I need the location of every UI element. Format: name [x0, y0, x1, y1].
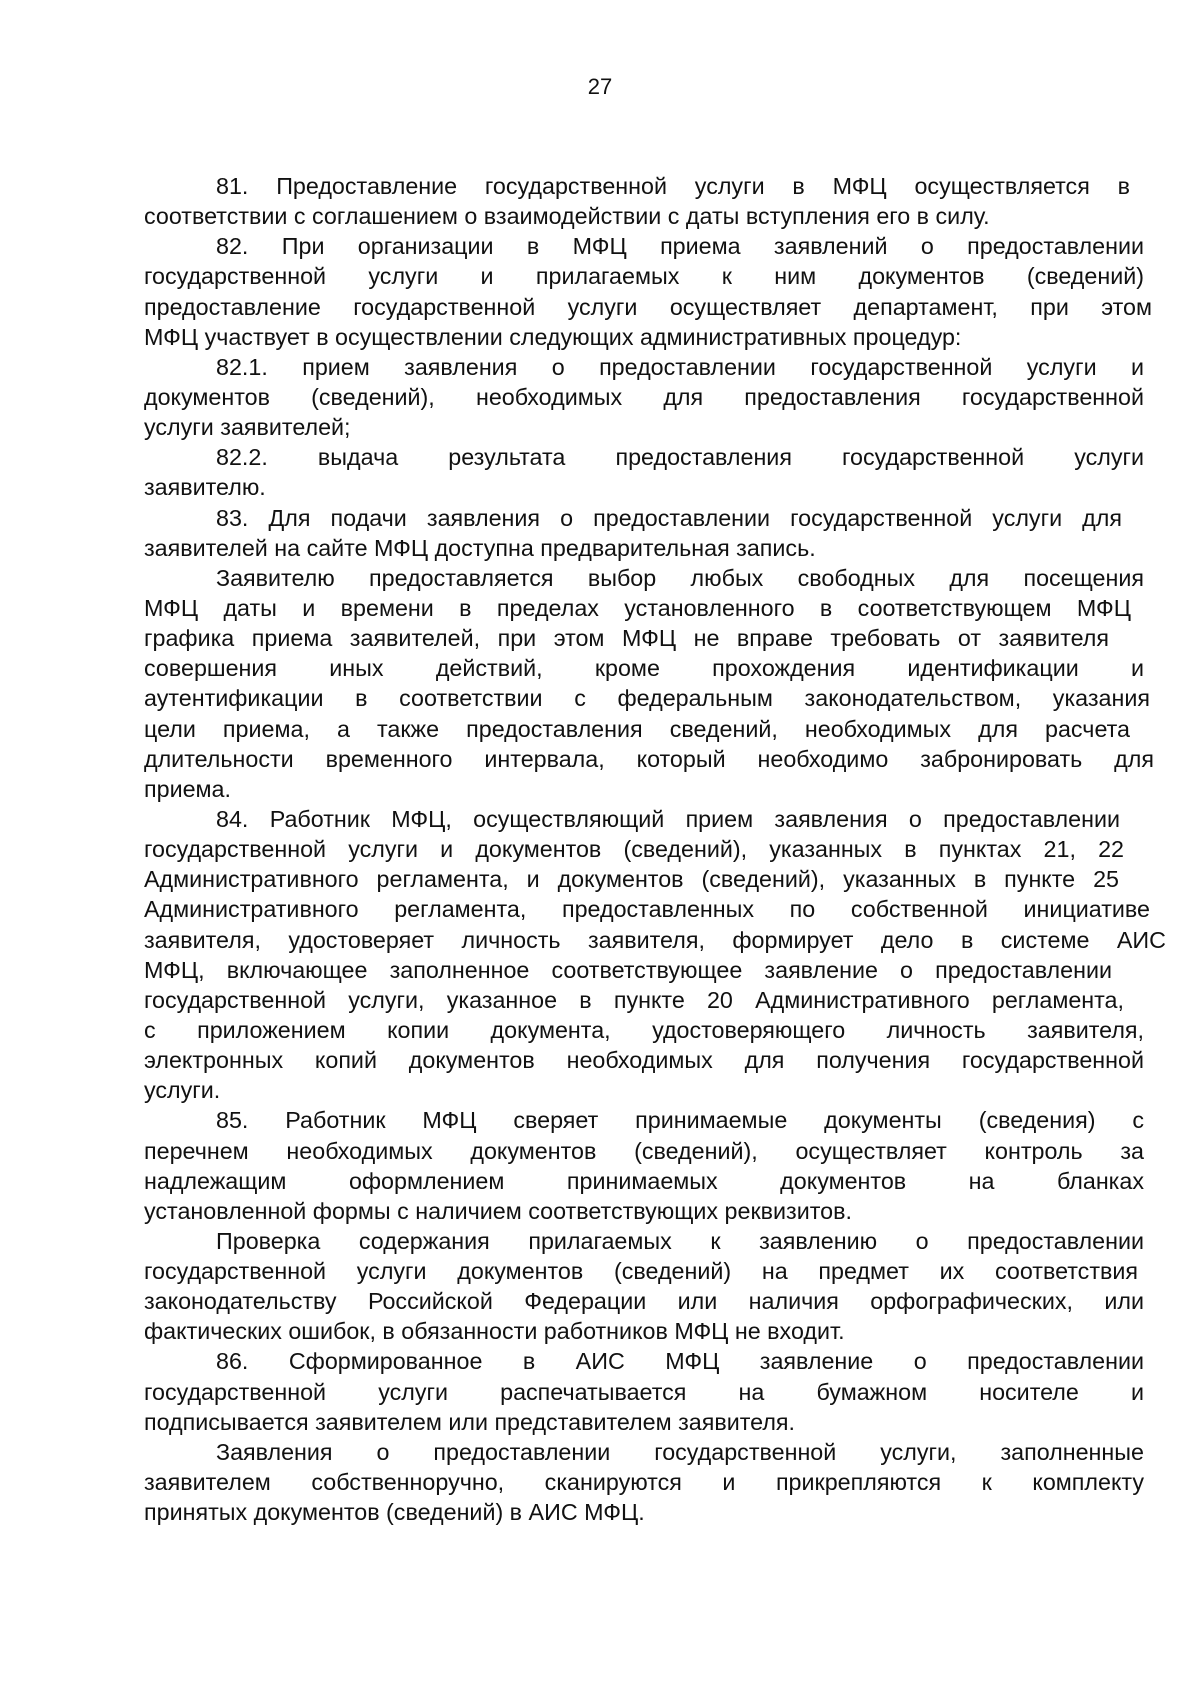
- text-line: Административного регламента, предоставленных по собственной инициативе: [144, 896, 1150, 923]
- text-line: совершения иных действий, кроме прохождения идентификации и: [144, 655, 1144, 682]
- text-line: заявителю.: [144, 474, 266, 501]
- text-line: фактических ошибок, в обязанности работников МФЦ не входит.: [144, 1318, 845, 1345]
- text-line: предоставление государственной услуги осуществляет департамент, при этом: [144, 293, 1152, 320]
- text-line: электронных копий документов необходимых для получения государственной: [144, 1047, 1144, 1074]
- text-line: перечнем необходимых документов (сведений), осуществляет контроль за: [144, 1137, 1144, 1164]
- text-line: законодательству Российской Федерации или наличия орфографических, или: [144, 1288, 1144, 1315]
- text-line: государственной услуги документов (сведений) на предмет их соответствия: [144, 1258, 1138, 1285]
- text-line: услуги заявителей;: [144, 414, 351, 441]
- text-line: надлежащим оформлением принимаемых документов на бланках: [144, 1167, 1144, 1194]
- text-line: заявителем собственноручно, сканируются и прикрепляются к комплекту: [144, 1469, 1144, 1496]
- text-line: документов (сведений), необходимых для предоставления государственной: [144, 383, 1144, 410]
- text-line: установленной формы с наличием соответствующих реквизитов.: [144, 1197, 852, 1224]
- text-line: аутентификации в соответствии с федеральным законодательством, указания: [144, 685, 1150, 712]
- text-line: 81. Предоставление государственной услуги в МФЦ осуществляется в: [216, 173, 1130, 199]
- text-line: подписывается заявителем или представителем заявителя.: [144, 1408, 796, 1435]
- text-line: государственной услуги и прилагаемых к ним документов (сведений): [144, 263, 1144, 290]
- text-line: приема.: [144, 775, 231, 802]
- text-line: 83. Для подачи заявления о предоставлении государственной услуги для: [216, 504, 1122, 531]
- text-line: 86. Сформированное в АИС МФЦ заявление о предоставлении: [216, 1348, 1144, 1375]
- text-line: 82.1. прием заявления о предоставлении государственной услуги и: [216, 353, 1144, 380]
- text-line: государственной услуги, указанное в пункте 20 Административного регламента,: [144, 986, 1124, 1013]
- text-line: 82. При организации в МФЦ приема заявлений о предоставлении: [216, 233, 1144, 260]
- text-line: МФЦ даты и времени в пределах установленного в соответствующем МФЦ: [144, 594, 1131, 621]
- text-line: цели приема, а также предоставления сведений, необходимых для расчета: [144, 715, 1130, 742]
- text-line: соответствии с соглашением о взаимодействии с даты вступления его в силу.: [144, 203, 990, 230]
- text-line: государственной услуги и документов (сведений), указанных в пунктах 21, 22: [144, 836, 1124, 863]
- text-line: МФЦ участвует в осуществлении следующих административных процедур:: [144, 323, 962, 350]
- text-line: графика приема заявителей, при этом МФЦ не вправе требовать от заявителя: [144, 625, 1109, 652]
- text-line: Проверка содержания прилагаемых к заявлению о предоставлении: [216, 1227, 1144, 1254]
- text-line: услуги.: [144, 1077, 221, 1104]
- text-line: заявителя, удостоверяет личность заявителя, формирует дело в системе АИС: [144, 926, 1166, 953]
- text-line: Административного регламента, и документов (сведений), указанных в пункте 25: [144, 866, 1119, 893]
- page-number: 27: [587, 74, 613, 99]
- text-line: МФЦ, включающее заполненное соответствующее заявление о предоставлении: [144, 956, 1112, 983]
- text-line: Заявителю предоставляется выбор любых свободных для посещения: [216, 564, 1144, 591]
- text-line: заявителей на сайте МФЦ доступна предварительная запись.: [144, 534, 816, 561]
- text-line: 84. Работник МФЦ, осуществляющий прием заявления о предоставлении: [216, 805, 1120, 832]
- text-line: принятых документов (сведений) в АИС МФЦ.: [144, 1499, 645, 1526]
- document-body: [144, 171, 1166, 1527]
- text-line: государственной услуги распечатывается на бумажном носителе и: [144, 1378, 1144, 1405]
- text-line: 82.2. выдача результата предоставления государственной услуги: [216, 444, 1144, 471]
- text-line: длительности временного интервала, который необходимо забронировать для: [144, 745, 1154, 772]
- text-line: с приложением копии документа, удостоверяющего личность заявителя,: [144, 1016, 1144, 1043]
- text-line: Заявления о предоставлении государственной услуги, заполненные: [216, 1438, 1144, 1465]
- text-line: 85. Работник МФЦ сверяет принимаемые документы (сведения) с: [216, 1107, 1144, 1134]
